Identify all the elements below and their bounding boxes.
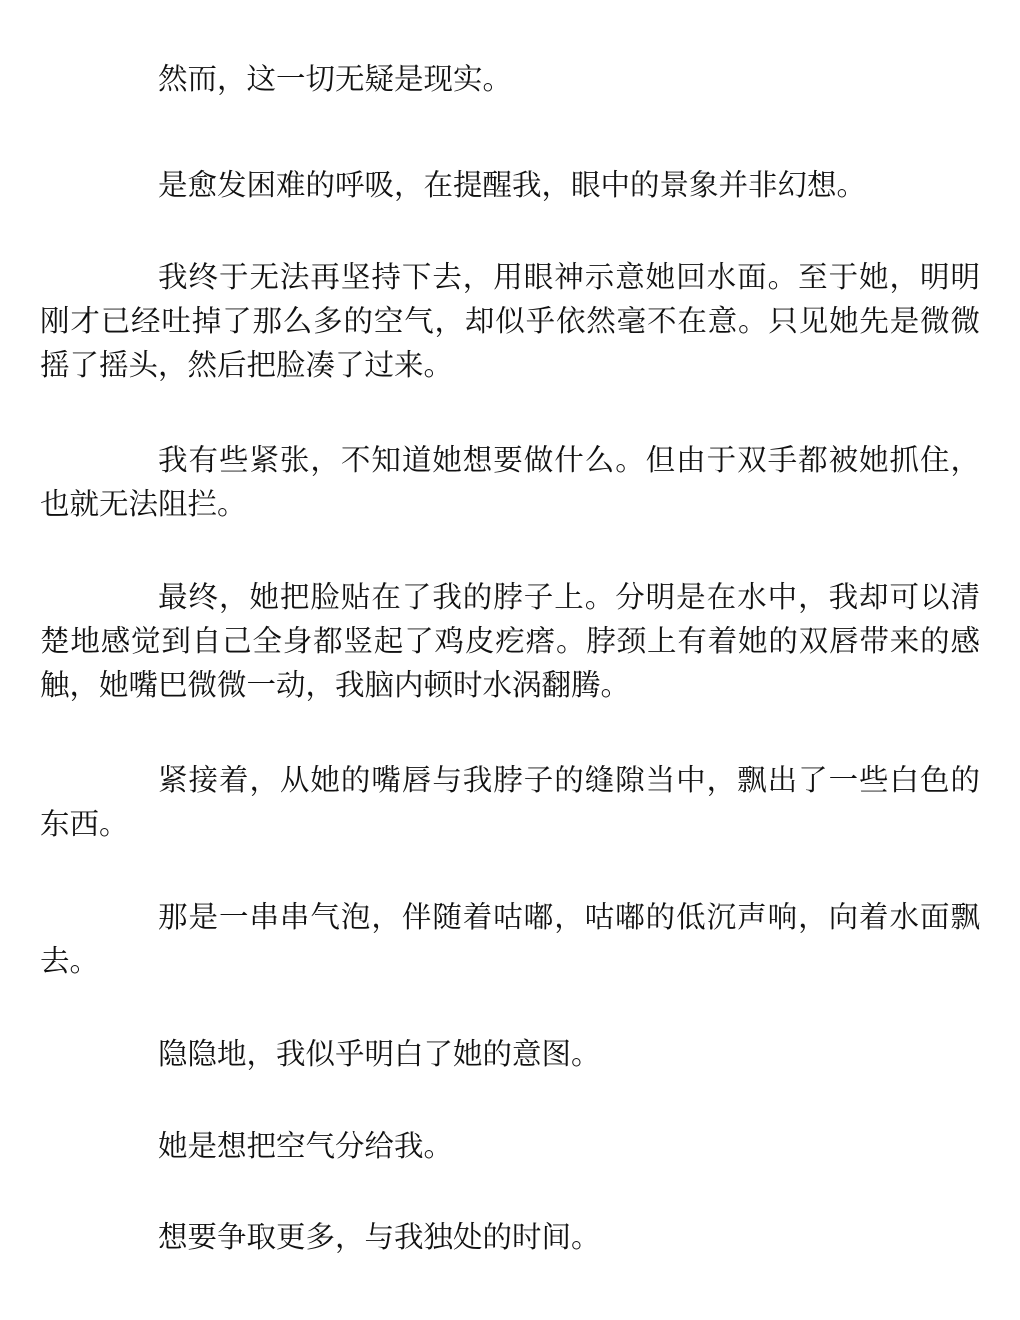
paragraph: 那是一串串气泡，伴随着咕嘟，咕嘟的低沉声响，向着水面飘去。: [40, 900, 980, 978]
paragraph: 然而，这一切无疑是现实。: [158, 62, 513, 96]
paragraph: 她是想把空气分给我。: [158, 1129, 454, 1163]
paragraph: 隐隐地，我似乎明白了她的意图。: [158, 1037, 601, 1071]
paragraph: 我终于无法再坚持下去，用眼神示意她回水面。至于她，明明刚才已经吐掉了那么多的空气，却似乎依然毫不在意。只见她先是微微摇了摇头，然后把脸凑了过来。: [40, 260, 980, 382]
paragraph: 想要争取更多，与我独处的时间。: [158, 1220, 601, 1254]
paragraph: 是愈发困难的呼吸，在提醒我，眼中的景象并非幻想。: [158, 168, 867, 202]
paragraph: 我有些紧张，不知道她想要做什么。但由于双手都被她抓住，也就无法阻拦。: [40, 443, 980, 521]
paragraph: 紧接着，从她的嘴唇与我脖子的缝隙当中，飘出了一些白色的东西。: [40, 763, 980, 841]
paragraph: 最终，她把脸贴在了我的脖子上。分明是在水中，我却可以清楚地感觉到自己全身都竖起了鸡皮疙瘩。脖颈上有着她的双唇带来的感触，她嘴巴微微一动，我脑内顿时水涡翻腾。: [40, 580, 980, 702]
